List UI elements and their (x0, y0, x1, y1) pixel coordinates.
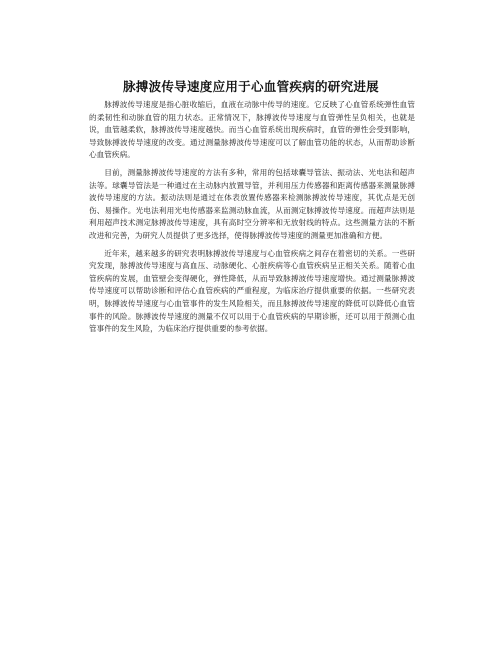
document-body (89, 99, 415, 341)
paragraph-1: 脉搏波传导速度是指心脏收缩后，血液在动脉中传导的速度。它反映了心血管系统弹性血管的柔韧性和动脉血管的阻力状态。正常情况下，脉搏波传导速度与血管弹性呈负相关，也就是说，血管越柔软，脉搏波传导速度越快。而当心血管系统出现疾病时，血管的弹性会受到影响，导致脉搏波传导速度的改变。通过测量脉搏波传导速度可以了解血管功能的状态，从而帮助诊断心血管疾病。 (89, 100, 415, 160)
document-title: 脉搏波传导速度应用于心血管疾病的研究进展 (122, 79, 379, 94)
paragraph-3: 近年来，越来越多的研究表明脉搏波传导速度与心血管疾病之间存在着密切的关系。一些研究发现，脉搏波传导速度与高血压、动脉硬化、心脏疾病等心血管疾病呈正相关关系。随着心血管疾病的发展，血管壁会变得硬化，弹性降低，从而导致脉搏波传导速度增快。通过测量脉搏波传导速度可以帮助诊断和评估心血管疾病的严重程度，为临床治疗提供重要的依据。一些研究表明，脉搏波传导速度与心血管事件的发生风险相关，而且脉搏波传导速度的降低可以降低心血管事件的风险。脉搏波传导速度的测量不仅可以用于心血管疾病的早期诊断，还可以用于预测心血管事件的发生风险，为临床治疗提供重要的参考依据。 (89, 248, 415, 334)
paragraph-2: 目前，测量脉搏波传导速度的方法有多种，常用的包括球囊导管法、振动法、光电法和超声法等。球囊导管法是一种通过在主动脉内放置导管，并利用压力传感器和距离传感器来测量脉搏波传导速度的方法。振动法则是通过在体表放置传感器来检测脉搏波传导速度，其优点是无创伤、易操作。光电法利用光电传感器来监测动脉血流，从而测定脉搏波传导速度。而超声法则是利用超声技术测定脉搏波传导速度，具有高时空分辨率和无放射线的特点。这些测量方法的不断改进和完善，为研究人员提供了更多选择，使得脉搏波传导速度的测量更加准确和方便。 (89, 167, 415, 240)
